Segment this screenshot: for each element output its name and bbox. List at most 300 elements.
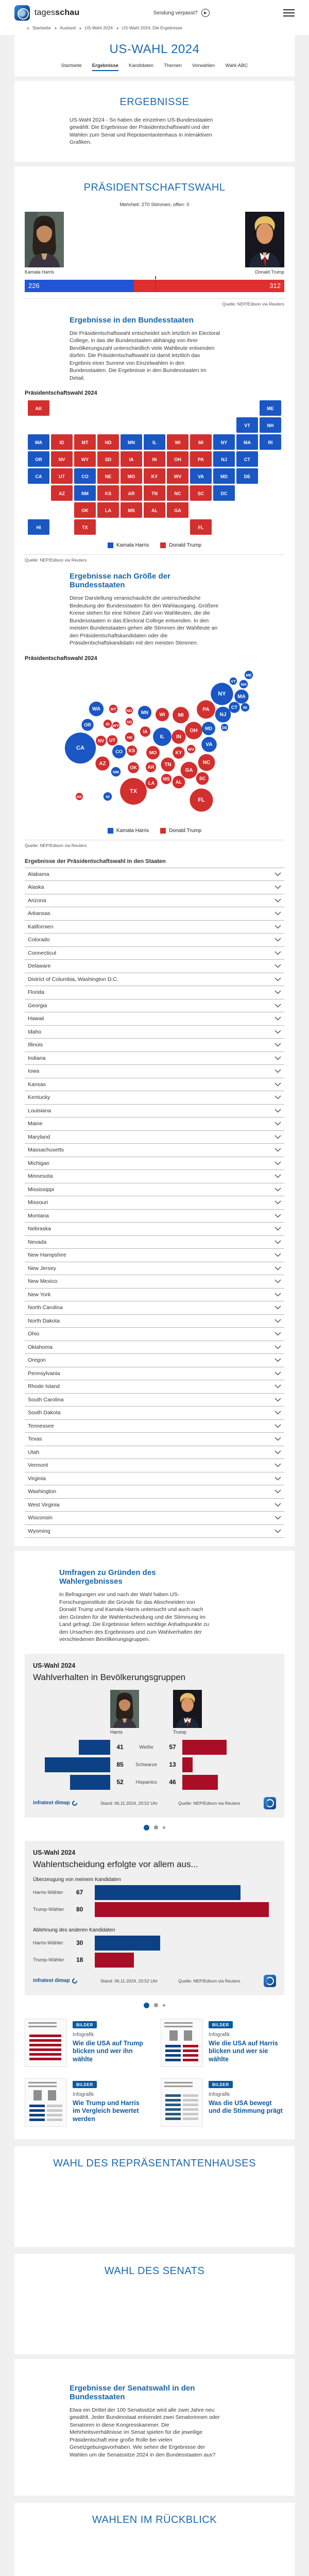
state-accordion-row[interactable] [25, 1222, 284, 1235]
ard-logo-icon [264, 1797, 276, 1809]
repraesentantenhaus-card [14, 2146, 295, 2247]
map-chart-label: Präsidentschaftswahl 2024 [25, 390, 97, 397]
state-accordion-row[interactable] [25, 1170, 284, 1183]
state-bubble-label: ID [106, 721, 110, 726]
state-tile-label: MA [244, 440, 251, 446]
decision-row: Trump-Wähler 80 [33, 1902, 276, 1917]
state-accordion-label: Maine [28, 1121, 43, 1127]
chevron-down-icon [274, 1319, 281, 1323]
demographics-row [33, 1740, 276, 1755]
bubble-chart-label: Präsidentschaftswahl 2024 [25, 655, 97, 662]
carousel-dot[interactable] [154, 2003, 158, 2007]
state-tile-label: AL [151, 508, 158, 514]
state-tile-label: IL [152, 440, 157, 446]
harris-photo [25, 212, 64, 267]
umfragen-card [14, 1551, 295, 2139]
state-accordion-row[interactable] [25, 1064, 284, 1078]
state-tile-label: NJ [221, 457, 227, 463]
umfragen-heading[interactable]: Umfragen zu Gründen des Wahlergebnisses [59, 1568, 156, 1586]
bilder-badge: BILDER [73, 2021, 97, 2028]
state-accordion-row[interactable] [25, 1209, 284, 1223]
state-accordion-row[interactable] [25, 999, 284, 1012]
state-tile-label: VT [244, 423, 250, 429]
brand-wordmark[interactable]: tagesschau [35, 8, 80, 17]
teaser-thumbnail[interactable] [161, 2078, 203, 2127]
state-bubble-label: OH [190, 727, 198, 734]
senat-heading: WAHL DES SENATS [104, 2265, 205, 2277]
chevron-down-icon [274, 1477, 281, 1481]
state-accordion-label: Georgia [28, 1002, 47, 1009]
state-tile-label: PA [198, 457, 204, 463]
praesidentschaftswahl-heading: PRÄSIDENTSCHAFTSWAHL [83, 181, 226, 193]
chart-footer [33, 1975, 276, 1987]
chevron-down-icon [274, 1279, 281, 1283]
state-accordion-row[interactable] [25, 868, 284, 881]
teaser-item[interactable] [25, 2019, 148, 2067]
teaser-kicker: Infografik [209, 2031, 230, 2038]
state-accordion-row[interactable] [25, 1459, 284, 1472]
state-bubble-label: AL [176, 779, 182, 785]
state-tile-label: CT [244, 457, 250, 463]
state-tile-label: WA [35, 440, 43, 446]
electoral-bar-trump: 312 [134, 280, 284, 292]
chevron-down-icon [274, 1306, 281, 1310]
tab[interactable]: Vorwahlen [192, 63, 215, 69]
state-accordion-label: Michigan [28, 1160, 50, 1166]
state-accordion-row[interactable] [25, 880, 284, 894]
chevron-down-icon [274, 885, 281, 889]
harris-legend-swatch [108, 543, 113, 548]
state-accordion-row[interactable] [25, 1157, 284, 1170]
harris-value: 52 [116, 1778, 124, 1786]
state-accordion-label: South Dakota [28, 1410, 61, 1416]
state-tile-label: LA [105, 508, 111, 514]
carousel-pagination [14, 2003, 295, 2008]
state-bubble-label: KY [175, 750, 182, 755]
state-bubble-label: LA [148, 780, 154, 786]
state-accordion-label: Oklahoma [28, 1344, 53, 1350]
state-tile-label: MO [127, 474, 135, 480]
chart-kicker: US-Wahl 2024 [33, 1662, 76, 1669]
state-tile-label: AR [128, 491, 135, 497]
section-tabs [14, 63, 295, 76]
state-accordion-label: Texas [28, 1436, 42, 1443]
state-accordion-label: Colorado [28, 937, 50, 943]
president-bubble-map [26, 666, 283, 820]
trump-value: 46 [169, 1778, 176, 1786]
state-accordion-label: Nebraska [28, 1226, 51, 1232]
stand-label: Stand: 06.11.2024, 20:52 Uhr [100, 1978, 158, 1984]
state-tile-label: NY [220, 440, 228, 446]
breadcrumb-item[interactable]: Ausland [60, 25, 76, 30]
trump-bar [95, 1902, 269, 1917]
bilder-badge: BILDER [209, 2021, 233, 2028]
trump-bar [182, 1775, 218, 1790]
state-accordion-row[interactable] [25, 1380, 284, 1393]
senatswahl-ergebnisse-card [14, 2359, 295, 2496]
trump-bar [95, 1953, 134, 1968]
state-accordion-label: Nevada [28, 1239, 47, 1245]
chevron-down-icon [274, 1109, 281, 1113]
chevron-down-icon [274, 1095, 281, 1099]
teaser-item[interactable] [161, 2019, 284, 2067]
trump-value: 13 [169, 1761, 176, 1769]
state-accordion-label: New York [28, 1291, 51, 1298]
state-bubble-label: MA [237, 693, 246, 700]
state-accordion-row[interactable] [25, 1262, 284, 1275]
state-bubble-label: VA [205, 741, 213, 748]
chevron-down-icon [274, 1043, 281, 1047]
harris-bar [79, 1740, 111, 1755]
chevron-down-icon [274, 1411, 281, 1415]
trump-legend-swatch [160, 828, 166, 834]
state-accordion-row[interactable] [25, 1117, 284, 1130]
state-accordion-row[interactable] [25, 1235, 284, 1249]
group-label: Weiße [139, 1744, 153, 1750]
state-accordion-row[interactable] [25, 1432, 284, 1446]
size-heading[interactable]: Ergebnisse nach Größe der Bundesstaaten [70, 572, 170, 590]
state-bubble-label: ND [126, 708, 132, 713]
state-bubble-label: MI [178, 712, 184, 718]
harris-bar [95, 1885, 241, 1900]
candidate-trump [245, 212, 284, 275]
state-accordion-label: Montana [28, 1212, 49, 1219]
breadcrumb [14, 21, 295, 34]
state-bubble-label: SD [126, 719, 132, 724]
state-accordion-row[interactable] [25, 1143, 284, 1157]
map-source: Quelle: NEP/Edison via Reuters [25, 554, 284, 563]
stand-label: Stand: 06.11.2024, 20:52 Uhr [100, 1800, 158, 1806]
chevron-down-icon [274, 1148, 281, 1152]
state-bubble-label: IA [143, 728, 148, 734]
infratest-dimap-logo: infratest dimap [33, 1800, 70, 1806]
source-note: Quelle: NEP/Edison via Reuters [25, 298, 284, 307]
chevron-down-icon [274, 1200, 281, 1205]
state-accordion-row[interactable] [25, 959, 284, 973]
bubble-legend: Kamala Harris Donald Trump [25, 828, 284, 834]
state-bubble-label: IN [176, 734, 181, 740]
state-accordion-label: Wyoming [28, 1528, 50, 1534]
breadcrumb-item[interactable]: US-Wahl 2024 [84, 25, 113, 30]
decision-row: Trump-Wähler 18 [33, 1953, 276, 1968]
state-tile-label: SC [197, 491, 204, 497]
state-bubble-label: WA [92, 706, 101, 712]
source-label: Quelle: NEP/Edison via Reuters [178, 1978, 241, 1984]
teaser-thumbnail[interactable] [25, 2078, 67, 2127]
state-tile-label: MD [220, 474, 228, 480]
teaser-thumbnail[interactable] [25, 2019, 67, 2067]
size-text: Diese Darstellung veranschaulicht die unterschiedliche Bedeutung der Bundesstaaten für den Wahlausgang. Größere Kreise stehen für eine höhere Zahl von Wahlleuten, die die Bundesstaaten in das Electoral College entsenden. In den meisten Bundesstaaten gehen alle Stimmen der Wahlleute an den Präsidentschaftskandidaten oder die Präsidentschaftskandidatin mit den meisten Stimmen. [70, 595, 219, 647]
state-accordion-label: Rhode Island [28, 1383, 60, 1390]
page-title: US-WAHL 2024 [109, 42, 200, 56]
breadcrumb-separator: ► [79, 27, 83, 30]
state-accordion-label: West Virginia [28, 1501, 60, 1508]
state-accordion-row[interactable] [25, 1485, 284, 1498]
state-bubble-label: KS [128, 748, 135, 753]
state-accordion-row[interactable] [25, 907, 284, 920]
chevron-down-icon [274, 1214, 281, 1218]
state-tile-label: AZ [59, 491, 65, 497]
site-header [0, 0, 309, 35]
breadcrumb-item[interactable]: Startseite [32, 25, 51, 30]
chevron-down-icon [274, 951, 281, 955]
tab[interactable]: Wahl-ABC [225, 63, 248, 69]
carousel-dot[interactable] [144, 2003, 149, 2008]
sendung-verpasst-link[interactable]: Sendung verpasst? [153, 10, 198, 16]
state-accordion-label: District of Columbia, Washington D.C. [28, 976, 118, 982]
tab[interactable]: Themen [164, 63, 182, 69]
state-accordion-row[interactable] [25, 1353, 284, 1367]
demographics-row [33, 1757, 276, 1772]
chevron-down-icon [274, 1188, 281, 1192]
state-tile-label: AK [35, 406, 42, 412]
breadcrumb-separator: ► [54, 27, 58, 30]
state-accordion-row[interactable] [25, 1301, 284, 1314]
state-bubble-label: AR [147, 764, 154, 770]
state-bubble-label: SC [199, 775, 206, 781]
chevron-down-icon [274, 1437, 281, 1441]
chevron-down-icon [274, 1240, 281, 1244]
state-accordion-row[interactable] [25, 1183, 284, 1196]
state-accordion-row[interactable] [25, 1196, 284, 1209]
teaser-thumbnail[interactable] [161, 2019, 203, 2067]
state-accordion-row[interactable] [25, 986, 284, 999]
state-accordion-row[interactable] [25, 1446, 284, 1459]
state-accordion [25, 868, 284, 1538]
tagesschau-logo-icon[interactable] [14, 5, 30, 21]
demographics-rows [33, 1740, 276, 1790]
state-accordion-row[interactable] [25, 1511, 284, 1524]
trump-value: 57 [169, 1743, 176, 1751]
carousel-dot[interactable] [154, 1825, 158, 1829]
state-tile-label: WY [81, 457, 89, 463]
state-bubble-label: NE [127, 735, 133, 740]
state-accordion-row[interactable] [25, 1104, 284, 1117]
state-accordion-label: Missouri [28, 1199, 48, 1206]
chevron-down-icon [274, 1529, 281, 1533]
senatswahl-heading[interactable]: Ergebnisse der Senatswahl in den Bundesstaaten [70, 2383, 195, 2401]
majority-threshold-marker [155, 276, 156, 292]
state-accordion-row[interactable] [25, 933, 284, 946]
state-accordion-label: North Carolina [28, 1304, 63, 1311]
state-bubble-label: NM [113, 769, 119, 774]
state-accordion-label: Tennessee [28, 1422, 54, 1429]
state-accordion-row[interactable] [25, 1327, 284, 1341]
chevron-down-icon [274, 1516, 281, 1520]
state-accordion-row[interactable] [25, 1130, 284, 1144]
state-tile-label: ND [105, 440, 112, 446]
state-accordion-row[interactable] [25, 1052, 284, 1065]
state-bubble-label: RI [243, 705, 247, 710]
majority-label: Mehrheit: 270 Stimmen, offen: 0 [119, 201, 190, 208]
state-accordion-row[interactable] [25, 1275, 284, 1288]
play-icon[interactable]: ▶ [201, 9, 210, 17]
chevron-down-icon [274, 1227, 281, 1231]
state-bubble-label: OK [130, 765, 137, 770]
state-accordion-row[interactable] [25, 973, 284, 986]
state-bubble-label: CA [76, 744, 84, 751]
bilder-badge: BILDER [73, 2081, 97, 2088]
state-bubble-label: PA [202, 706, 210, 713]
chevron-down-icon [274, 1004, 281, 1008]
states-heading[interactable]: Ergebnisse in den Bundesstaaten [70, 315, 194, 325]
state-bubble-label: WY [112, 723, 119, 728]
harris-caption: Harris [110, 1729, 123, 1735]
state-accordion-row[interactable] [25, 946, 284, 960]
candidate-harris [25, 212, 64, 275]
state-tile-label: ME [267, 406, 274, 412]
state-accordion-label: Idaho [28, 1028, 42, 1035]
praesidentschaftswahl-card [14, 166, 295, 1546]
demographics-chart [25, 1654, 284, 1818]
state-accordion-row[interactable] [25, 1367, 284, 1380]
state-accordion-label: Arkansas [28, 910, 50, 917]
teaser-kicker: Infografik [73, 2091, 94, 2097]
state-tile-label: SD [105, 457, 112, 463]
teaser-item[interactable] [161, 2078, 284, 2127]
harris-bar [45, 1757, 111, 1772]
repraesentantenhaus-heading: WAHL DES REPRÄSENTANTENHAUSES [53, 2157, 256, 2169]
breadcrumb-item[interactable]: US-Wahl 2024: Die Ergebnisse [122, 25, 182, 30]
chevron-down-icon [274, 872, 281, 876]
state-tile-label: IN [152, 457, 157, 463]
state-tile-label: IA [129, 457, 134, 463]
state-bubble-label: AZ [99, 760, 106, 767]
chevron-down-icon [274, 1463, 281, 1467]
state-accordion-row[interactable] [25, 1012, 284, 1025]
state-accordion-label: Iowa [28, 1068, 40, 1075]
chart-footer [33, 1797, 276, 1809]
state-bubble-label: CO [115, 749, 123, 754]
decision-row: Harris-Wähler 67 [33, 1885, 276, 1900]
state-tile-label: HI [36, 525, 41, 531]
state-tile-label: MN [128, 440, 135, 446]
chevron-down-icon [274, 1056, 281, 1060]
state-accordion-row[interactable] [25, 1524, 284, 1538]
state-accordion-row[interactable] [25, 1393, 284, 1406]
chevron-down-icon [274, 1489, 281, 1494]
state-accordion-label: Maryland [28, 1133, 50, 1140]
teaser-item[interactable] [25, 2078, 148, 2127]
source-label: Quelle: NEP/Edison via Reuters [178, 1800, 241, 1806]
state-accordion-label: Pennsylvania [28, 1370, 60, 1377]
state-tile-label: KS [105, 491, 112, 497]
teaser-title[interactable]: Wie Trump und Harris im Vergleich bewertet werden [73, 2099, 140, 2123]
harris-mini [110, 1690, 139, 1735]
state-accordion-label: Massachusetts [28, 1147, 64, 1154]
carousel-dot[interactable] [163, 2004, 165, 2007]
state-accordion-row[interactable] [25, 1078, 284, 1091]
chevron-down-icon [274, 1082, 281, 1087]
chevron-down-icon [274, 1030, 281, 1034]
state-bubble-label: TX [129, 788, 138, 794]
state-accordion-row[interactable] [25, 894, 284, 907]
decision-group-label: Ablehnung des anderen Kandidaten [33, 1927, 115, 1933]
state-accordion-row[interactable] [25, 1314, 284, 1328]
state-bubble-label: AK [76, 794, 82, 799]
teaser-title[interactable]: Wie die USA auf Harris blicken und wer sie wählte [209, 2039, 278, 2063]
president-tile-map [28, 400, 281, 535]
state-accordion-row[interactable] [25, 1091, 284, 1104]
state-list-heading: Ergebnisse der Präsidentschaftswahl in den Staaten [25, 858, 166, 865]
state-accordion-row[interactable] [25, 1498, 284, 1512]
state-accordion-label: Alabama [28, 871, 49, 877]
state-accordion-row[interactable] [25, 1038, 284, 1052]
demographics-row [33, 1775, 276, 1790]
state-accordion-label: New Mexico [28, 1278, 58, 1285]
tab[interactable]: Ergebnisse [92, 63, 118, 71]
state-tile-label: MI [198, 440, 203, 446]
senat-card [14, 2254, 295, 2354]
tab[interactable]: Kandidaten [129, 63, 154, 69]
chevron-down-icon [274, 964, 281, 968]
hamburger-menu-icon[interactable] [283, 9, 295, 16]
teaser-kicker: Infografik [73, 2031, 94, 2038]
state-accordion-row[interactable] [25, 1341, 284, 1354]
chevron-down-icon [274, 990, 281, 994]
chevron-down-icon [274, 1450, 281, 1454]
state-accordion-row[interactable] [25, 1472, 284, 1485]
trump-mini [173, 1690, 202, 1735]
state-tile-label: DE [244, 474, 251, 480]
state-accordion-label: Oregon [28, 1357, 46, 1364]
state-accordion-row[interactable] [25, 1419, 284, 1433]
bilder-badge: BILDER [209, 2081, 233, 2088]
state-accordion-label: North Dakota [28, 1317, 60, 1324]
bubble-source: Quelle: NEP/Edison via Reuters [25, 840, 284, 848]
state-tile-label: TN [151, 491, 158, 497]
state-tile-label: NH [267, 423, 274, 429]
state-accordion-label: Kansas [28, 1081, 46, 1088]
trump-bar [182, 1740, 227, 1755]
state-tile-label: VA [198, 474, 204, 480]
chevron-down-icon [274, 1266, 281, 1270]
chevron-down-icon [274, 1293, 281, 1297]
state-accordion-row[interactable] [25, 1288, 284, 1301]
teaser-kicker: Infografik [209, 2091, 230, 2097]
state-accordion-row[interactable] [25, 1025, 284, 1039]
tab[interactable]: Startseite [61, 63, 82, 69]
chevron-down-icon [274, 1016, 281, 1021]
electoral-college-bar [25, 280, 284, 292]
state-tile-label: MS [128, 508, 135, 514]
state-tile-label: MT [81, 440, 89, 446]
state-accordion-label: New Hampshire [28, 1252, 66, 1259]
rueckblick-card [14, 2503, 295, 2576]
state-accordion-row[interactable] [25, 920, 284, 934]
carousel-dot[interactable] [163, 1826, 165, 1829]
state-tile-label: NV [58, 457, 65, 463]
state-tile-label: DC [220, 491, 228, 497]
carousel-dot[interactable] [144, 1825, 149, 1831]
chevron-down-icon [274, 938, 281, 942]
state-bubble-label: NC [202, 759, 211, 766]
states-text: Die Präsidentschaftswahl entscheidet sich letztlich im Electoral College, in das die Bundesstaaten abhängig von ihrer Bevölkerungszahl unterschiedlich viele Wahlleute entsenden dürfen. Die Präsidentschaftswahl ist damit letztlich das Ergebnis einer Summe von Einzelwahlen in den Bundesstaaten. Die Ergebnisse in den Bundesstaaten im Detail. [70, 330, 220, 381]
teaser-title[interactable]: Was die USA bewegt und die Stimmung prägt [209, 2099, 283, 2115]
state-tile-label: FL [198, 525, 204, 531]
state-accordion-row[interactable] [25, 1406, 284, 1419]
ergebnisse-card [14, 81, 295, 162]
state-accordion-row[interactable] [25, 1248, 284, 1262]
state-tile-label: WV [174, 474, 182, 480]
teaser-title[interactable]: Wie die USA auf Trump blicken und wer ihn wählte [73, 2039, 143, 2063]
page-title-card [14, 35, 295, 76]
state-accordion-label: Florida [28, 989, 45, 996]
state-bubble-label: UT [109, 737, 115, 743]
ergebnisse-heading: ERGEBNISSE [119, 96, 190, 108]
trump-name: Donald Trump [255, 269, 284, 275]
harris-value: 85 [116, 1761, 124, 1769]
